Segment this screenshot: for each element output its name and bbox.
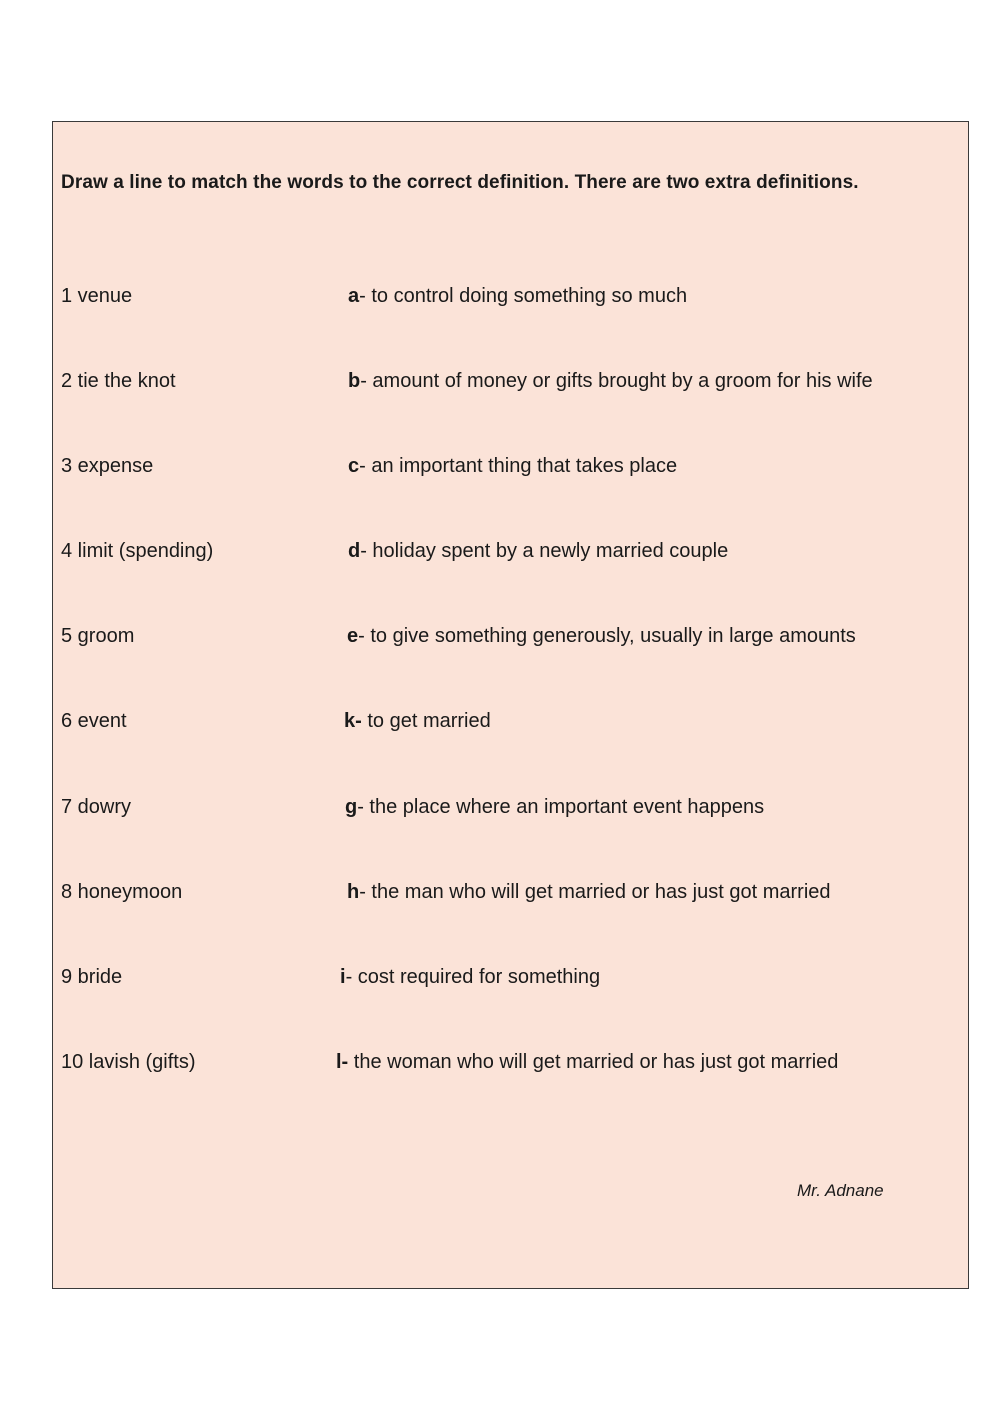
definition-text: - the place where an important event happens (357, 796, 765, 818)
word-item: 3 expense (61, 455, 154, 477)
definition-letter: h (347, 881, 360, 903)
match-row-9 (53, 966, 968, 994)
definition-letter: b (348, 370, 361, 392)
definition-letter: g (345, 796, 358, 818)
definition-text: - holiday spent by a newly married couple (360, 540, 729, 562)
word-item: 8 honeymoon (61, 881, 183, 903)
definition-text: the woman who will get married or has just got married (348, 1051, 839, 1073)
definition-letter: e (347, 625, 359, 647)
match-row-3 (53, 455, 968, 483)
match-row-4 (53, 540, 968, 568)
word-item: 6 event (61, 710, 127, 732)
definition-letter: a (348, 285, 360, 307)
definition-item (344, 710, 491, 733)
definition-item (348, 370, 873, 393)
worksheet-box (52, 121, 969, 1289)
word-item: 7 dowry (61, 796, 132, 818)
definition-text: - to control doing something so much (359, 285, 688, 307)
definition-letter: l- (336, 1051, 349, 1073)
match-row-1 (53, 285, 968, 313)
definition-item (348, 455, 677, 478)
match-row-10 (53, 1051, 968, 1079)
definition-item (348, 285, 687, 308)
definition-text: - cost required for something (345, 966, 601, 988)
definition-text: to get married (361, 710, 491, 732)
definition-item (345, 796, 764, 819)
match-row-8 (53, 881, 968, 909)
definition-item (347, 625, 856, 648)
definition-text: - to give something generously, usually in large amounts (358, 625, 856, 647)
match-row-2 (53, 370, 968, 398)
definition-item (340, 966, 600, 989)
definition-letter: i (340, 966, 346, 988)
match-row-5 (53, 625, 968, 653)
definition-item (347, 881, 831, 904)
author-signature: Mr. Adnane (797, 1181, 884, 1200)
definition-text: - amount of money or gifts brought by a groom for his wife (360, 370, 873, 392)
definition-letter: d (348, 540, 361, 562)
definition-item (348, 540, 728, 563)
word-item: 5 groom (61, 625, 135, 647)
match-row-6 (53, 710, 968, 738)
word-item: 4 limit (spending) (61, 540, 214, 562)
match-row-7 (53, 796, 968, 824)
word-item: 2 tie the knot (61, 370, 176, 392)
word-item: 10 lavish (gifts) (61, 1051, 196, 1073)
definition-item (336, 1051, 838, 1074)
definition-text: - the man who will get married or has just got married (359, 881, 831, 903)
instructions: Draw a line to match the words to the correct definition. There are two extra definitions. (61, 172, 859, 193)
word-item: 1 venue (61, 285, 133, 307)
definition-letter: c (348, 455, 360, 477)
definition-letter: k- (344, 710, 362, 732)
definition-text: - an important thing that takes place (359, 455, 678, 477)
word-item: 9 bride (61, 966, 123, 988)
